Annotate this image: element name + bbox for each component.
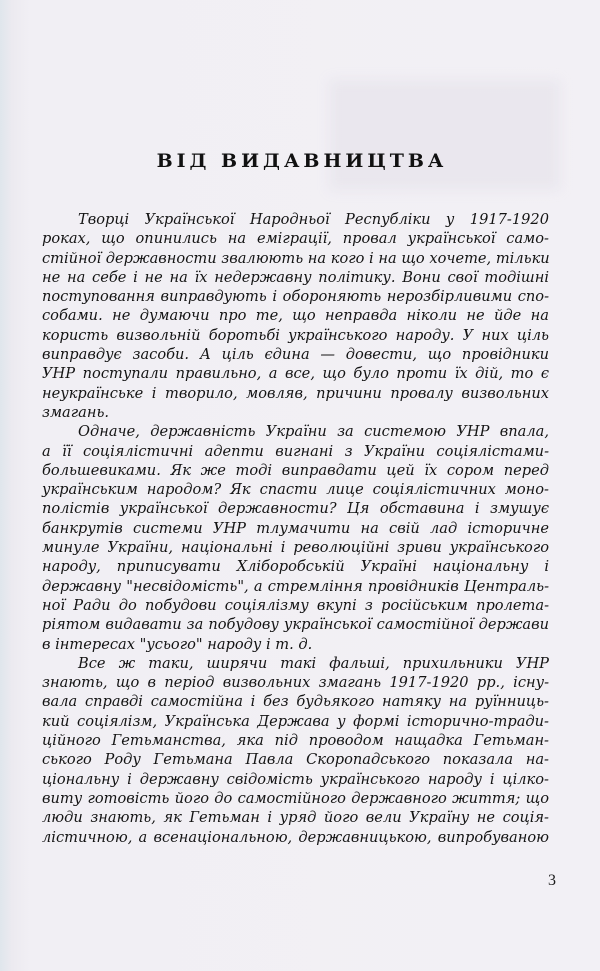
paragraph	[42, 210, 549, 422]
text-line: державну "несвідомість", а стремління провідників Централь-	[42, 577, 549, 595]
text-line: не на себе і не на їх недержавну політику. Вони свої тодішні	[42, 268, 549, 286]
text-line: полістів української державности? Ця обставина і змушує	[42, 500, 549, 518]
text-line: в інтересах "усього" народу і т. д.	[42, 635, 313, 653]
text-line: виправдує засоби. А ціль єдина — довести, що провідники	[42, 346, 549, 364]
text-line: люди знають, як Гетьман і уряд його вели Україну не соція-	[42, 809, 549, 827]
text-line: ріятом видавати за побудову української самостійної держави	[42, 616, 549, 634]
text-line: собами. не думаючи про те, що неправда ніколи не йде на	[42, 307, 549, 325]
text-line: поступовання виправдують і обороняють нерозбірливими спо-	[42, 288, 549, 306]
text-line: роках, що опинились на еміграції, провал української само-	[42, 230, 549, 248]
text-line: неукраїнське і творило, мовляв, причини провалу визвольних	[42, 384, 549, 402]
text-line: Все ж таки, ширячи такі фальші, прихильники УНР	[78, 654, 549, 672]
body-text	[42, 210, 549, 847]
text-line: Одначе, державність України за системою УНР впала,	[78, 423, 549, 441]
text-line: УНР поступали правильно, а все, що було проти їх дій, то є	[42, 365, 549, 383]
paragraph	[42, 422, 549, 654]
text-line: лістичною, а всенаціональною, державницькою, випробуваною	[42, 828, 549, 846]
show-through-text	[330, 80, 560, 190]
text-line: ційного Гетьманства, яка під проводом нащадка Гетьман-	[42, 732, 549, 750]
text-line: народу, приписувати Хліборобській Україні національну і	[42, 558, 549, 576]
text-line: банкрутів системи УНР тлумачити на свій лад історичне	[42, 519, 549, 537]
text-line: ського Роду Гетьмана Павла Скоропадського показала на-	[42, 751, 549, 769]
text-line: стійної державности звалюють на кого і на що хочете, тільки	[42, 249, 550, 267]
text-line: ної Ради до побудови соціялізму вкупі з російським пролета-	[42, 596, 549, 614]
text-line: минуле України, національні і революційні зриви українського	[42, 539, 549, 557]
text-line: вала справді самостійна і без будьякого натяку на руїнниць-	[42, 693, 549, 711]
text-line: ціональну і державну свідомість українського народу і цілко-	[42, 770, 549, 788]
page-title: ВІД ВИДАВНИЦТВА	[156, 150, 448, 172]
paragraph	[42, 654, 549, 847]
text-line: змагань.	[42, 403, 110, 421]
text-line: а її соціялістичні адепти вигнані з України соціялістами-	[42, 442, 549, 460]
text-line: виту готовість його до самостійного державного життя; що	[42, 789, 549, 807]
text-line: користь визвольній боротьбі українського народу. У них ціль	[42, 326, 549, 344]
text-line: українським народом? Як спасти лице соціялістичних моно-	[42, 481, 549, 499]
text-line: знають, що в період визвольних змагань 1917-1920 рр., існу-	[42, 674, 549, 692]
text-line: Творці Української Народньої Республіки у 1917-1920	[78, 211, 549, 228]
text-line: кий соціялізм, Українська Держава у формі історично-тради-	[42, 712, 549, 730]
text-line: большевиками. Як же тоді виправдати цей їх сором перед	[42, 461, 549, 479]
page-number: 3	[548, 872, 556, 889]
